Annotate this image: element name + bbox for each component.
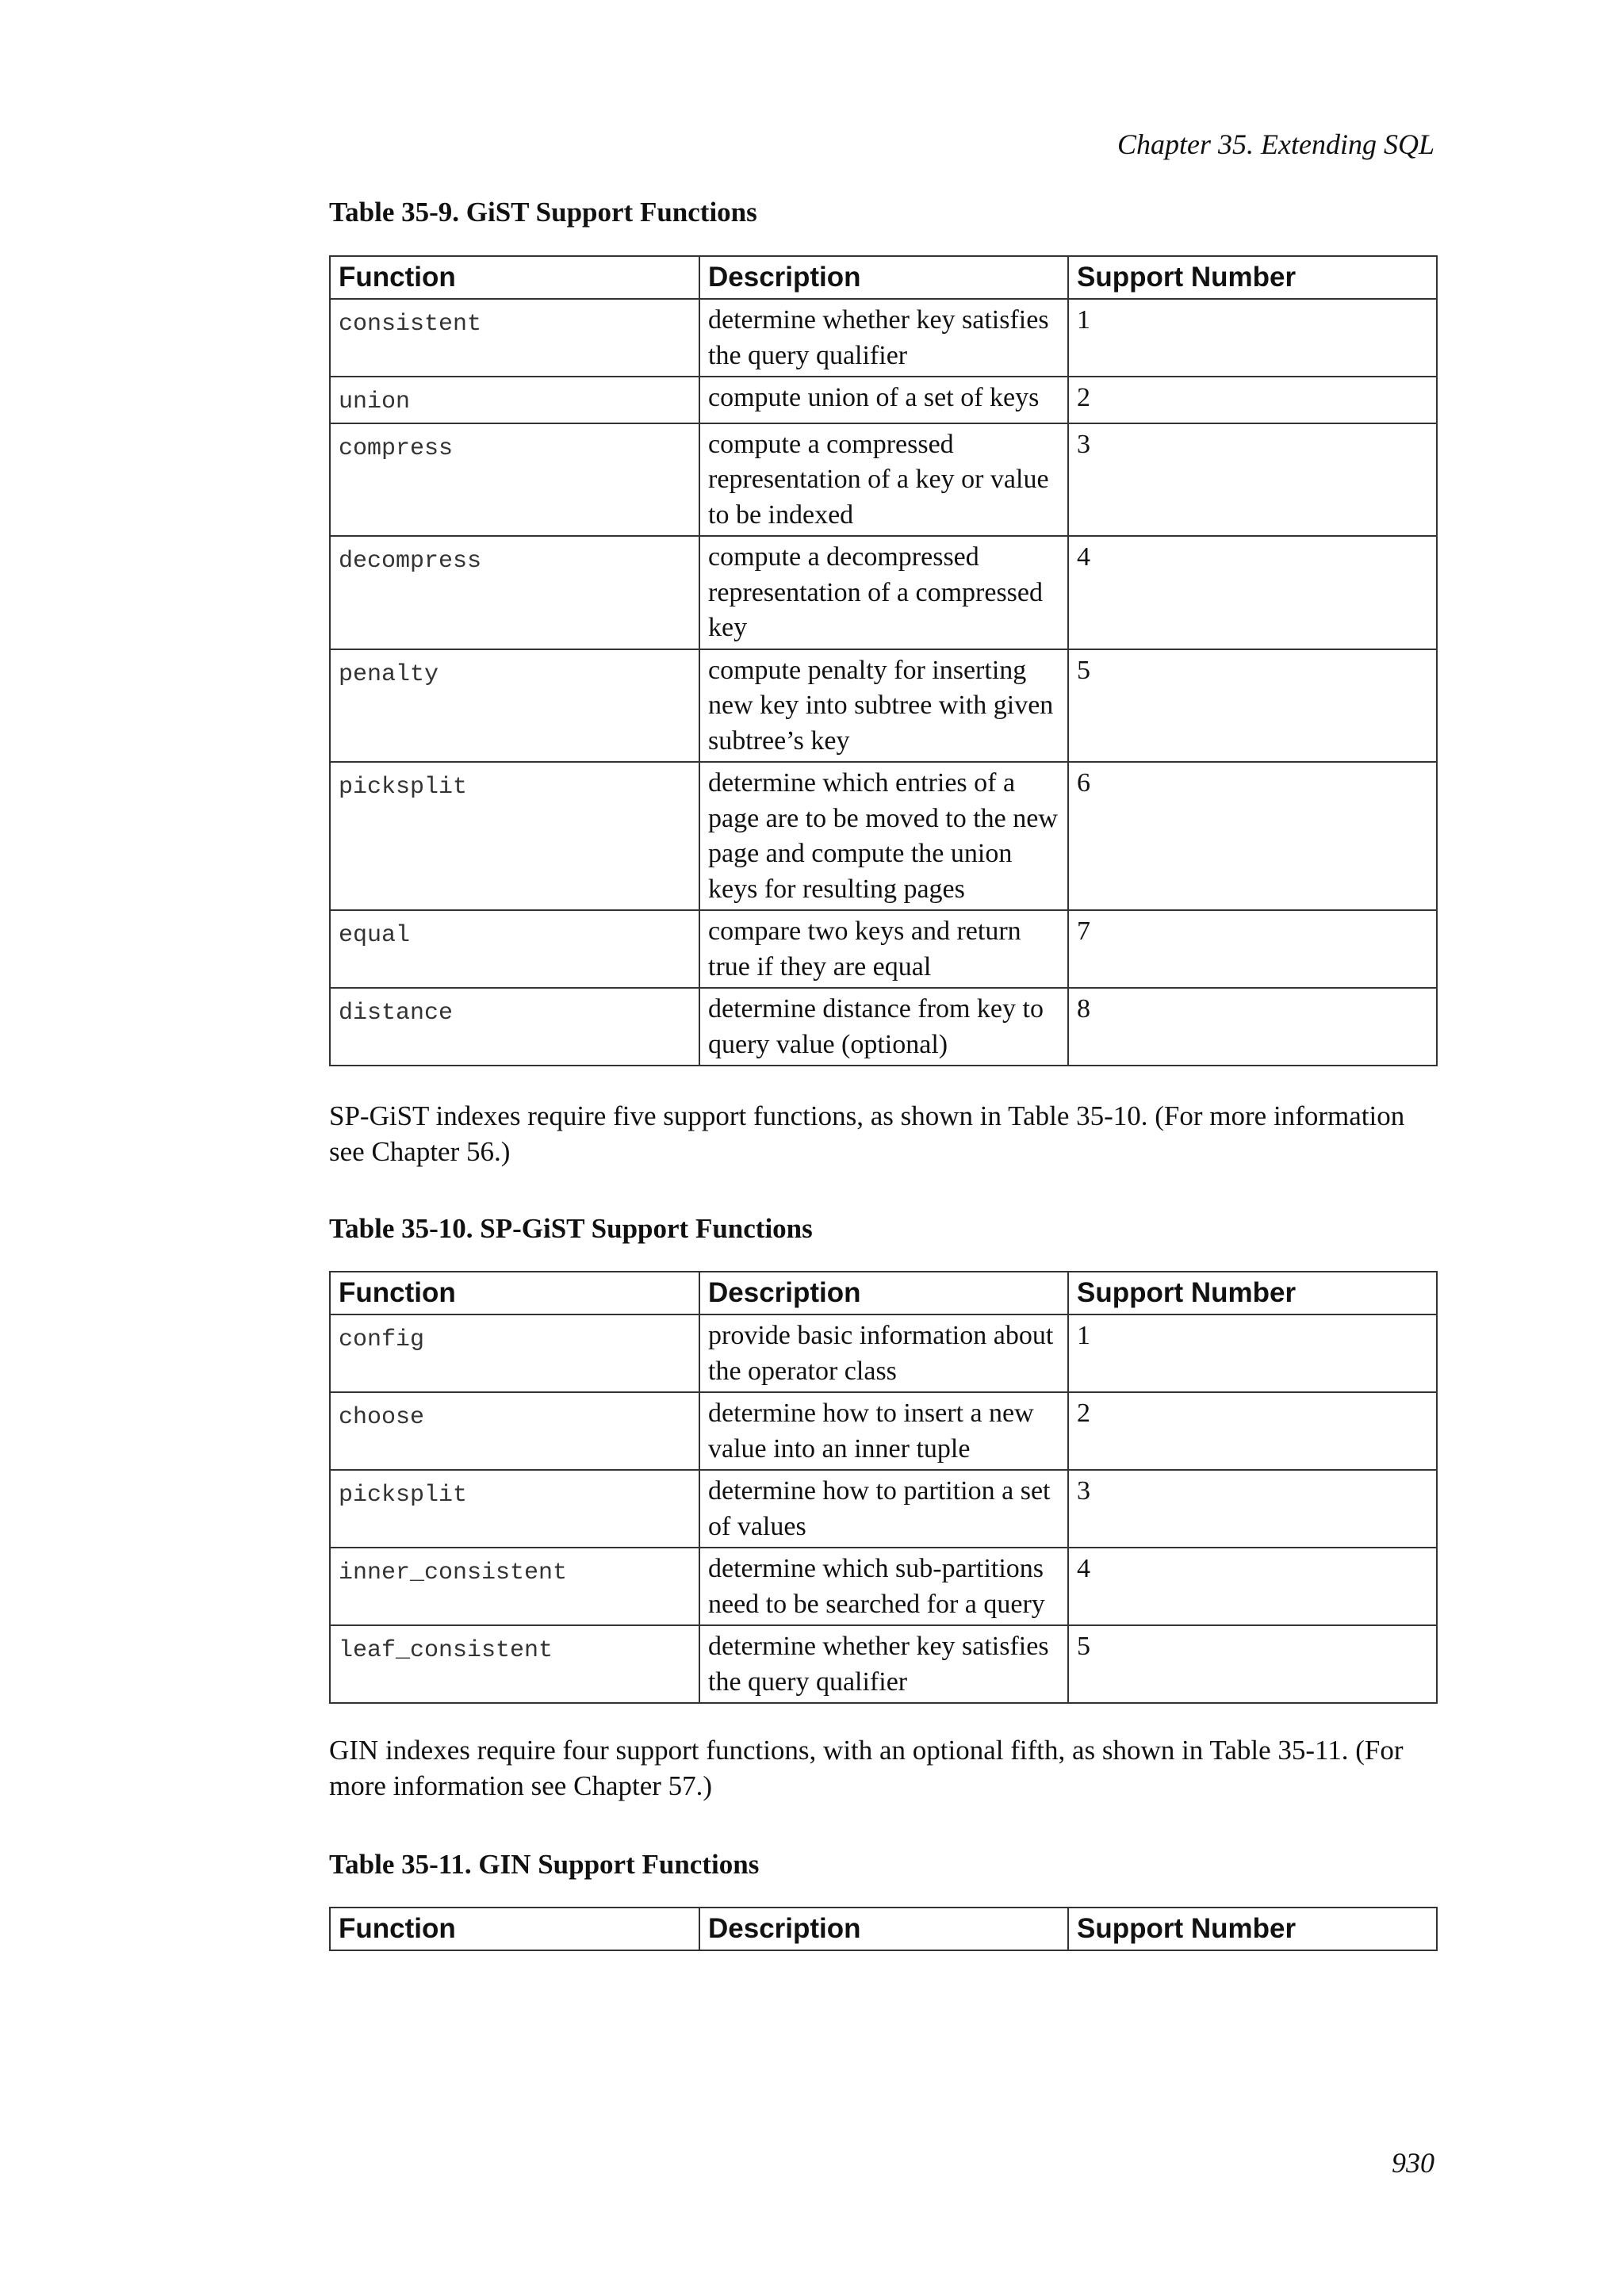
function-name: distance xyxy=(330,988,699,1066)
table-row xyxy=(330,536,1437,649)
function-description: provide basic information about the operator class xyxy=(699,1314,1068,1392)
function-description: determine whether key satisfies the query qualifier xyxy=(699,299,1068,377)
support-number: 5 xyxy=(1068,1625,1437,1703)
support-number: 3 xyxy=(1068,1470,1437,1548)
table-row xyxy=(330,1548,1437,1625)
function-description: determine which sub-partitions need to be searched for a query xyxy=(699,1548,1068,1625)
function-description: compute a compressed representation of a key or value to be indexed xyxy=(699,423,1068,537)
page-number: 930 xyxy=(1392,2147,1434,2179)
table-gin xyxy=(329,1907,1438,1951)
table-header-row xyxy=(330,1908,1437,1950)
table-row xyxy=(330,1392,1437,1470)
paragraph-spgist: SP-GiST indexes require five support functions, as shown in Table 35-10. (For more information see Chapter 56.) xyxy=(329,1100,1405,1167)
table-row xyxy=(330,649,1437,763)
paragraph-gin: GIN indexes require four support functions, with an optional fifth, as shown in Table 35-11. (For more information see Chapter 57.) xyxy=(329,1735,1404,1801)
column-header-support-number: Support Number xyxy=(1068,256,1437,299)
table-row xyxy=(330,1625,1437,1703)
function-name: consistent xyxy=(330,299,699,377)
table-header-row xyxy=(330,1272,1437,1314)
column-header-description: Description xyxy=(699,1272,1068,1314)
column-header-description: Description xyxy=(699,1908,1068,1950)
table-gist-title: Table 35-9. GiST Support Functions xyxy=(329,197,757,228)
function-name: compress xyxy=(330,423,699,537)
support-number: 2 xyxy=(1068,377,1437,423)
support-number: 7 xyxy=(1068,910,1437,988)
table-header-row xyxy=(330,256,1437,299)
support-number: 1 xyxy=(1068,299,1437,377)
table-spgist-title: Table 35-10. SP-GiST Support Functions xyxy=(329,1213,813,1244)
function-name: config xyxy=(330,1314,699,1392)
function-description: determine whether key satisfies the query qualifier xyxy=(699,1625,1068,1703)
column-header-description: Description xyxy=(699,256,1068,299)
function-description: compute a decompressed representation of a compressed key xyxy=(699,536,1068,649)
table-row xyxy=(330,299,1437,377)
support-number: 3 xyxy=(1068,423,1437,537)
function-name: picksplit xyxy=(330,762,699,910)
column-header-function: Function xyxy=(330,1272,699,1314)
column-header-function: Function xyxy=(330,256,699,299)
function-name: penalty xyxy=(330,649,699,763)
function-name: choose xyxy=(330,1392,699,1470)
running-header: Chapter 35. Extending SQL xyxy=(1117,128,1434,160)
table-row xyxy=(330,377,1437,423)
column-header-support-number: Support Number xyxy=(1068,1908,1437,1950)
support-number: 6 xyxy=(1068,762,1437,910)
table-row xyxy=(330,762,1437,910)
function-name: inner_consistent xyxy=(330,1548,699,1625)
function-description: compute penalty for inserting new key into subtree with given subtree’s key xyxy=(699,649,1068,763)
function-description: determine which entries of a page are to be moved to the new page and compute the union keys for resulting pages xyxy=(699,762,1068,910)
function-name: equal xyxy=(330,910,699,988)
function-description: compare two keys and return true if they are equal xyxy=(699,910,1068,988)
function-name: picksplit xyxy=(330,1470,699,1548)
function-description: compute union of a set of keys xyxy=(699,377,1068,423)
function-name: leaf_consistent xyxy=(330,1625,699,1703)
function-description: determine how to insert a new value into an inner tuple xyxy=(699,1392,1068,1470)
table-row xyxy=(330,1314,1437,1392)
support-number: 4 xyxy=(1068,536,1437,649)
table-row xyxy=(330,988,1437,1066)
table-gin-title: Table 35-11. GIN Support Functions xyxy=(329,1849,760,1880)
support-number: 1 xyxy=(1068,1314,1437,1392)
function-name: union xyxy=(330,377,699,423)
column-header-function: Function xyxy=(330,1908,699,1950)
function-description: determine how to partition a set of values xyxy=(699,1470,1068,1548)
function-description: determine distance from key to query value (optional) xyxy=(699,988,1068,1066)
column-header-support-number: Support Number xyxy=(1068,1272,1437,1314)
table-row xyxy=(330,910,1437,988)
support-number: 2 xyxy=(1068,1392,1437,1470)
function-name: decompress xyxy=(330,536,699,649)
table-spgist xyxy=(329,1271,1438,1704)
table-gist xyxy=(329,255,1438,1066)
table-row xyxy=(330,1470,1437,1548)
support-number: 5 xyxy=(1068,649,1437,763)
support-number: 4 xyxy=(1068,1548,1437,1625)
support-number: 8 xyxy=(1068,988,1437,1066)
table-row xyxy=(330,423,1437,537)
